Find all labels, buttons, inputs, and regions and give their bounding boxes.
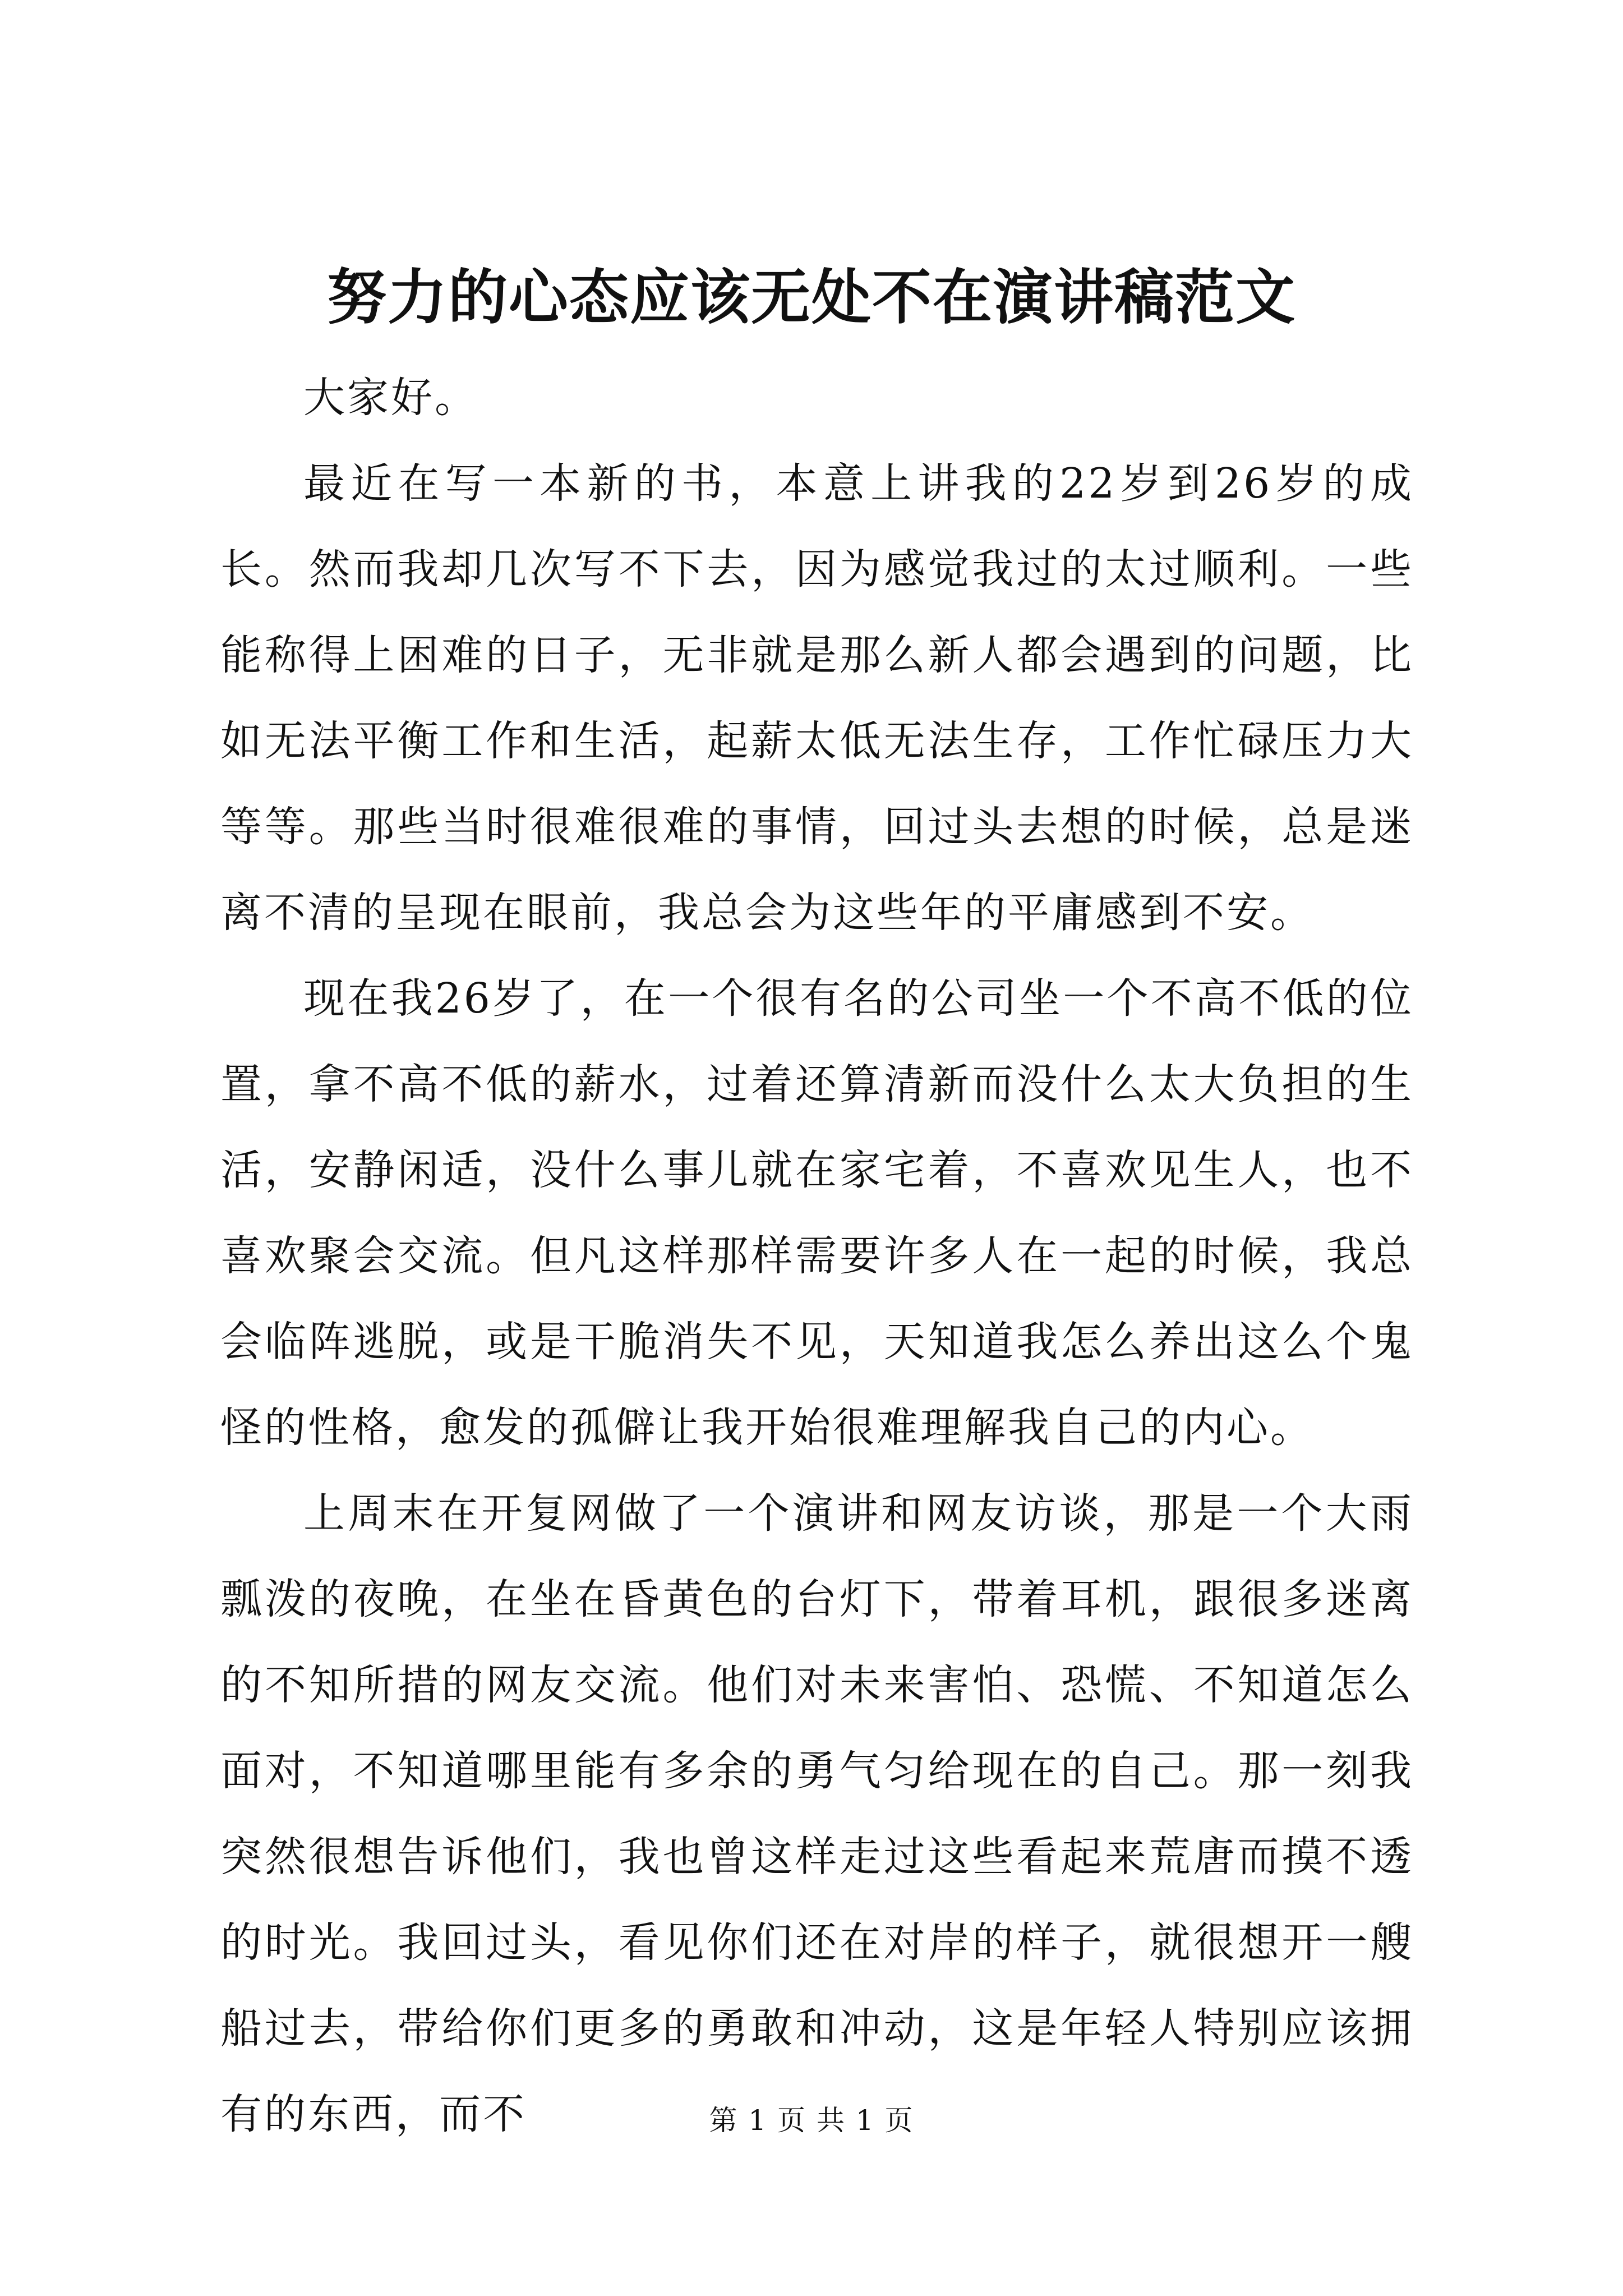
document-title: 努力的心态应该无处不在演讲稿范文	[327, 262, 1296, 332]
page-number-footer: 第 1 页 共 1 页	[709, 2104, 914, 2137]
paragraph-1: 最近在写一本新的书，本意上讲我的22岁到26岁的成长。然而我却几次写不下去，因为感觉我过的太过顺利。一些能称得上困难的日子，无非就是那么新人都会遇到的问题，比如无法平衡工作和生活，起薪太低无法生存，工作忙碌压力大等等。那些当时很难很难的事情，回过头去想的时候，总是迷离不清的呈现在眼前，我总会为这些年的平庸感到不安。	[220, 459, 1414, 937]
paragraph-greeting: 大家好。	[303, 374, 478, 422]
document-body	[220, 355, 1414, 2157]
paragraph-3: 上周末在开复网做了一个演讲和网友访谈，那是一个大雨瓢泼的夜晚，在坐在昏黄色的台灯下，带着耳机，跟很多迷离的不知所措的网友交流。他们对未来害怕、恐慌、不知道怎么面对，不知道哪里能有多余的勇气匀给现在的自己。那一刻我突然很想告诉他们，我也曾这样走过这些看起来荒唐而摸不透的时光。我回过头，看见你们还在对岸的样子，就很想开一艘船过去，带给你们更多的勇敢和冲动，这是年轻人特别应该拥有的东西，而不	[220, 1489, 1414, 2138]
paragraph-2: 现在我26岁了，在一个很有名的公司坐一个不高不低的位置，拿不高不低的薪水，过着还算清新而没什么太大负担的生活，安静闲适，没什么事儿就在家宅着，不喜欢见生人，也不喜欢聚会交流。但凡这样那样需要许多人在一起的时候，我总会临阵逃脱，或是干脆消失不见，天知道我怎么养出这么个鬼怪的性格，愈发的孤僻让我开始很难理解我自己的内心。	[220, 974, 1414, 1452]
